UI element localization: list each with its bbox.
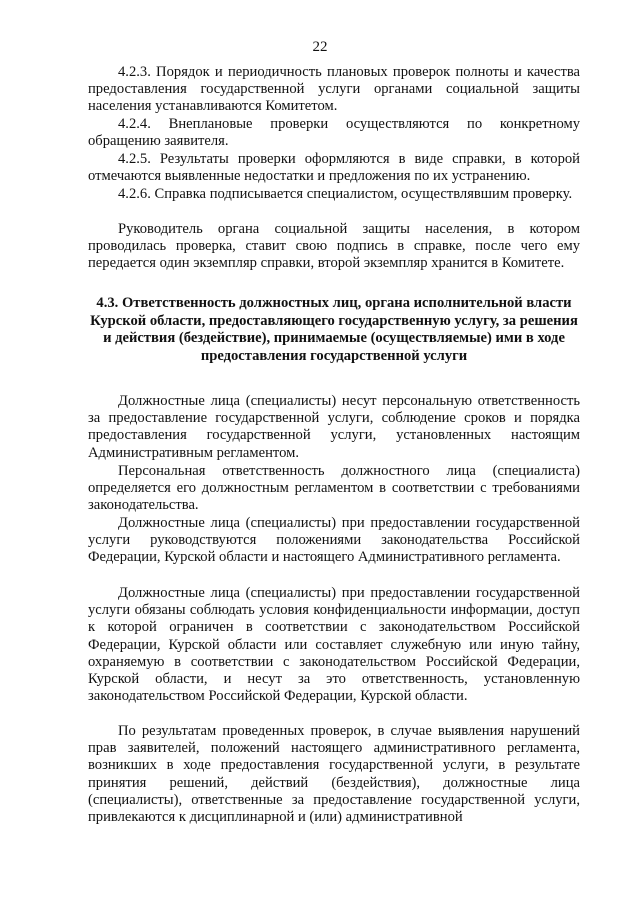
section-title-4-3: 4.3. Ответственность должностных лиц, органа исполнительной власти Курской области, предоставляющего государственную услугу, за решения и действия (бездействие), принимаемые (осуществляемые) ими в ходе предоставления государственной услуги [90, 295, 578, 365]
paragraph-legislation-guidance: Должностные лица (специалисты) при предоставлении государственной услуги руководствуются положениями законодательства Российской Федерации, Курской области и настоящего Административного регламента. [88, 515, 580, 566]
paragraph-4-2-6: 4.2.6. Справка подписывается специалистом, осуществлявшим проверку. [118, 186, 573, 202]
paragraph-confidentiality: Должностные лица (специалисты) при предоставлении государственной услуги обязаны соблюдать условия конфиденциальности информации, доступ к которой ограничен в соответствии с законодательством Российской Федерации, Курской области или составляет служебную или иную тайну, охраняемую в соответствии с законодательством Российской Федерации, Курской области, и несут за это ответственность, установленную законодательством Российской Федерации, Курской области. [88, 585, 580, 705]
paragraph-head-signature: Руководитель органа социальной защиты населения, в котором проводилась проверка, ставит свою подпись в справке, после чего ему передается один экземпляр справки, второй экземпляр хранится в Комитете. [88, 221, 580, 272]
paragraph-personal-responsibility: Должностные лица (специалисты) несут персональную ответственность за предоставление государственной услуги, соблюдение сроков и порядка предоставления государственной услуги, установленных настоящим Административным регламентом. [88, 393, 580, 461]
paragraph-inspection-results: По результатам проведенных проверок, в случае выявления нарушений прав заявителей, положений настоящего административного регламента, возникших в ходе предоставления государственной услуги, в результате принятия решений, действий (бездействия), должностные лица (специалисты), ответственные за предоставление государственной услуги, привлекаются к дисциплинарной и (или) административной [88, 723, 580, 826]
paragraph-official-regulation: Персональная ответственность должностного лица (специалиста) определяется его должностным регламентом в соответствии с требованиями законодательства. [88, 463, 580, 514]
paragraph-4-2-5: 4.2.5. Результаты проверки оформляются в виде справки, в которой отмечаются выявленные недостатки и предложения по их устранению. [88, 151, 580, 185]
paragraph-4-2-4: 4.2.4. Внеплановые проверки осуществляются по конкретному обращению заявителя. [88, 116, 580, 150]
paragraph-4-2-3: 4.2.3. Порядок и периодичность плановых проверок полноты и качества предоставления государственной услуги органами социальной защиты населения устанавливаются Комитетом. [88, 64, 580, 115]
page-number: 22 [312, 39, 328, 55]
